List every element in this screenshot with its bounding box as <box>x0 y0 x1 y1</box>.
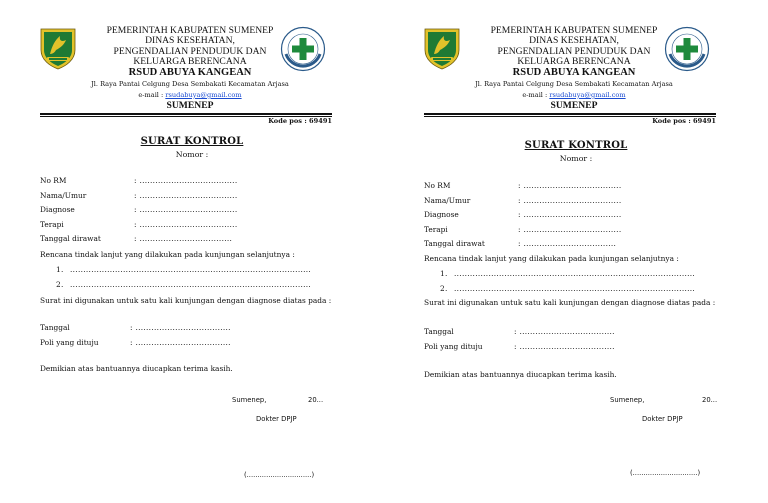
field-row <box>424 196 724 211</box>
hospital-name: RSUD ABUYA KANGEAN <box>512 67 636 79</box>
field-label: Terapi <box>40 219 64 229</box>
department-line-3: KELUARGA BERENCANA <box>517 55 631 67</box>
field-label: Tanggal <box>424 327 454 336</box>
government-name: PEMERINTAH KABUPATEN SUMENEP <box>106 25 274 36</box>
email-link[interactable]: rsudabuya@gmail.com <box>549 90 626 99</box>
letterhead <box>74 26 306 111</box>
field-value: : ..................................... <box>518 210 622 219</box>
city: SUMENEP <box>166 100 214 112</box>
usage-statement: Surat ini digunakan untuk satu kali kunjungan dengan diagnose diatas pada : <box>40 296 332 305</box>
sign-place: Sumenep, <box>610 396 645 404</box>
field-row <box>40 191 340 206</box>
field-row <box>424 239 724 254</box>
signature-line: (..............................) <box>630 469 701 477</box>
sign-year: 20... <box>308 396 324 404</box>
email-link[interactable]: rsudabuya@gmail.com <box>165 90 242 99</box>
field-value: : .................................... <box>130 323 231 332</box>
field-label: Nama/Umur <box>424 195 471 205</box>
field-value: : ..................................... <box>518 195 622 205</box>
patient-fields <box>40 176 340 249</box>
postal-code: Kode pos : 69491 <box>268 117 332 125</box>
field-label: No RM <box>424 181 451 190</box>
plan-item-number: 1. <box>440 269 448 278</box>
field-label: Nama/Umur <box>40 190 87 200</box>
signer-title: Dokter DPJP <box>642 415 683 423</box>
letter-number: Nomor : <box>175 150 209 159</box>
postal-code: Kode pos : 69491 <box>652 117 716 125</box>
letterhead <box>458 26 690 111</box>
letter-number: Nomor : <box>559 154 593 163</box>
field-row <box>40 205 340 220</box>
closing-statement: Demikian atas bantuannya diucapkan terima kasih. <box>40 364 233 373</box>
sumenep-crest-logo <box>38 26 78 70</box>
signature-line: (..............................) <box>244 471 315 479</box>
field-value: : ..................................... <box>134 219 238 229</box>
field-row <box>40 234 340 249</box>
department-line-1: DINAS KESEHATAN, <box>145 35 235 47</box>
field-value: : ..................................... <box>134 205 238 214</box>
field-value: : ................................... <box>134 234 233 243</box>
department-line-2: PENGENDALIAN PENDUDUK DAN <box>113 45 267 57</box>
department-line-1: DINAS KESEHATAN, <box>529 35 619 47</box>
plan-item-blank: ........................................................................................... <box>70 280 312 289</box>
sign-year: 20... <box>702 396 718 404</box>
field-value: : ..................................... <box>518 181 622 190</box>
usage-statement: Surat ini digunakan untuk satu kali kunjungan dengan diagnose diatas pada : <box>424 298 716 307</box>
header-rule-thick <box>424 113 716 115</box>
address: Jl. Raya Pantai Celgung Desa Sembakati Kecamatan Arjasa <box>91 80 289 89</box>
field-label: Tanggal dirawat <box>40 234 101 243</box>
plan-item <box>56 265 311 274</box>
plan-item-number: 2. <box>56 280 64 289</box>
plan-item-number: 2. <box>440 284 448 293</box>
field-label: Tanggal dirawat <box>424 239 485 248</box>
field-label: Poli yang dituju <box>40 338 99 347</box>
field-value: : ..................................... <box>518 224 622 234</box>
field-label: Diagnose <box>40 205 75 214</box>
patient-fields <box>424 181 724 254</box>
field-label: Diagnose <box>424 210 459 219</box>
field-value: : ..................................... <box>134 190 238 200</box>
header-rule-thick <box>40 113 332 115</box>
follow-up-plan-label: Rencana tindak lanjut yang dilakukan pada kunjungan selanjutnya : <box>424 254 679 263</box>
field-value: : .................................... <box>130 338 231 347</box>
plan-item <box>440 284 695 293</box>
letter-title: SURAT KONTROL <box>140 136 244 147</box>
field-label: No RM <box>40 176 67 185</box>
signer-title: Dokter DPJP <box>256 415 297 423</box>
email-label: e-mail : <box>522 90 550 99</box>
field-value: : .................................... <box>514 327 615 336</box>
plan-item-blank: ........................................................................................... <box>70 265 312 274</box>
department-line-3: KELUARGA BERENCANA <box>133 55 247 67</box>
field-label: Poli yang dituju <box>424 342 483 351</box>
field-row <box>424 181 724 196</box>
plan-item <box>440 269 695 278</box>
field-row <box>40 220 340 235</box>
field-value: : ................................... <box>518 239 617 248</box>
plan-item <box>56 280 311 289</box>
city: SUMENEP <box>550 100 598 112</box>
email-label: e-mail : <box>138 90 166 99</box>
department-line-2: PENGENDALIAN PENDUDUK DAN <box>497 45 651 57</box>
plan-item-blank: ........................................................................................... <box>454 269 696 278</box>
plan-item-number: 1. <box>56 265 64 274</box>
sign-place: Sumenep, <box>232 396 267 404</box>
field-row <box>40 176 340 191</box>
address: Jl. Raya Pantai Celgung Desa Sembakati Kecamatan Arjasa <box>475 80 673 89</box>
government-name: PEMERINTAH KABUPATEN SUMENEP <box>490 25 658 36</box>
field-row <box>424 210 724 225</box>
field-label: Terapi <box>424 224 448 234</box>
follow-up-plan-label: Rencana tindak lanjut yang dilakukan pada kunjungan selanjutnya : <box>40 250 295 259</box>
letter-title: SURAT KONTROL <box>524 140 628 151</box>
field-label: Tanggal <box>40 323 70 332</box>
closing-statement: Demikian atas bantuannya diucapkan terima kasih. <box>424 370 617 379</box>
email-line <box>458 90 690 100</box>
hospital-name: RSUD ABUYA KANGEAN <box>128 67 252 79</box>
field-value: : ..................................... <box>134 176 238 185</box>
sumenep-crest-logo <box>422 26 462 70</box>
field-value: : .................................... <box>514 342 615 351</box>
email-line <box>74 90 306 100</box>
letter-right <box>384 0 768 503</box>
plan-item-blank: ........................................................................................... <box>454 284 696 293</box>
field-row <box>424 225 724 240</box>
